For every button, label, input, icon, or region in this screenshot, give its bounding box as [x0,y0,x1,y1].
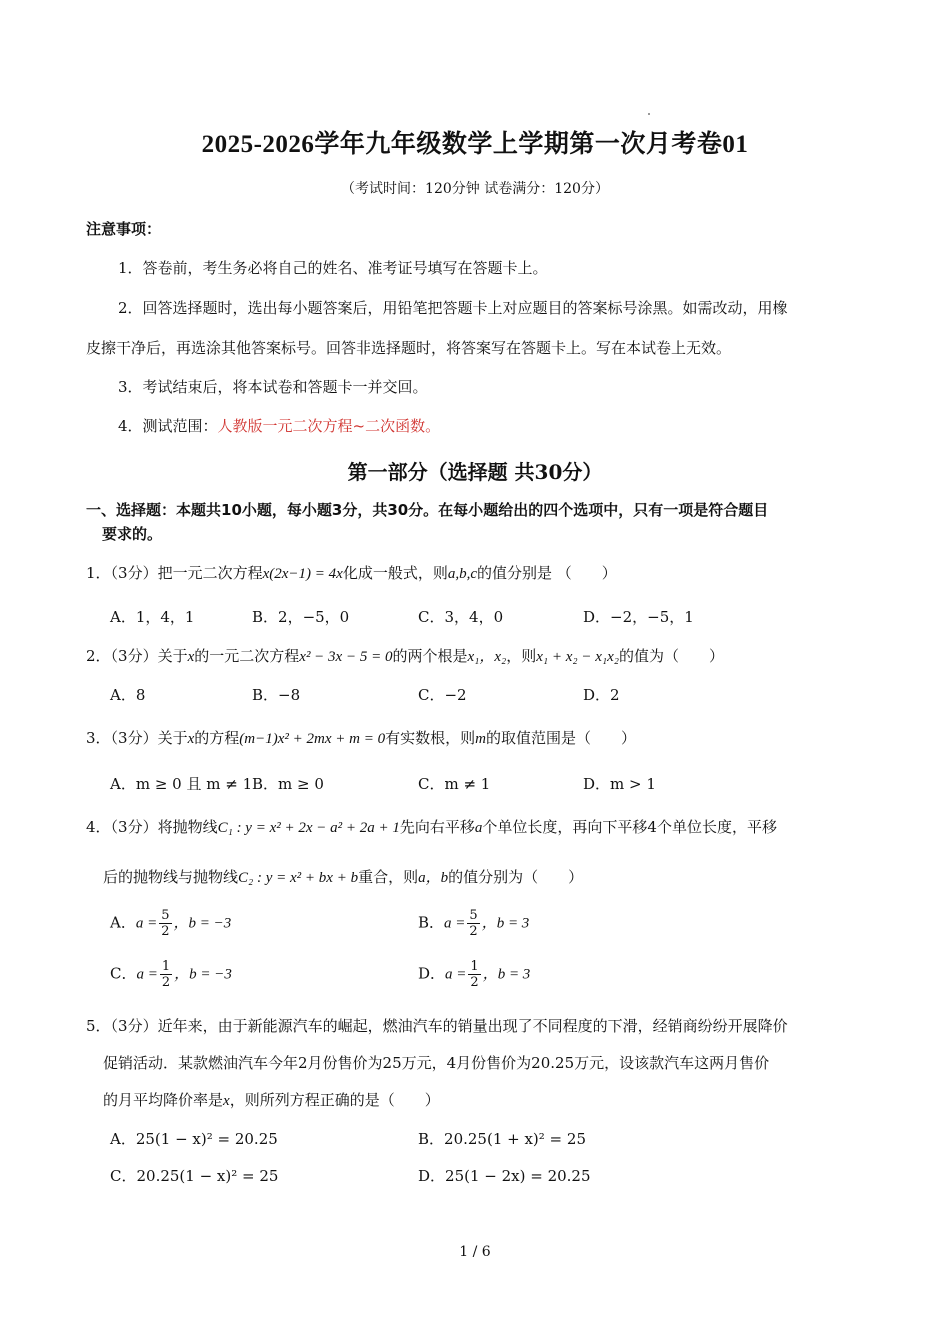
note-2a: 2．回答选择题时，选出每小题答案后，用铅笔把答题卡上对应题目的答案标号涂黑。如需改动，用橡 [118,299,788,317]
q2-option-a: A．8 [110,686,146,704]
question-2 [86,645,724,666]
q4-var: a [474,820,483,836]
note-1: 1．答卷前，考生务必将自己的姓名、准考证号填写在答题卡上。 [118,259,548,277]
q5-text-a: 的月平均降价率是 [103,1091,224,1109]
q4-b-fraction [467,908,479,939]
exam-info: （考试时间：120分钟 试卷满分：120分） [341,181,609,197]
q4-a-den: 2 [161,924,170,939]
q4-b-num: 5 [469,908,478,923]
q5-line-3 [103,1089,440,1110]
q2-option-d: D．2 [583,686,620,704]
q4-a-num: 5 [161,908,170,923]
q4-d-var: a = [445,966,467,983]
q5-option-a: A．25(1 − x)² = 20.25 [110,1130,278,1148]
q5-text-b: ，则所列方程正确的是（ ） [229,1091,440,1109]
q2-text-3: 的两个根是 [392,647,468,665]
q4-b-den: 2 [469,924,478,939]
q1-text-3: 的值分别是 （ ） [477,564,617,582]
q3-option-d: D．m > 1 [583,775,656,793]
q4-d-num: 1 [470,959,479,974]
q3-text-4: 的取值范围是（ ） [485,729,636,747]
notes-heading: 注意事项： [86,220,162,238]
note-2b: 皮擦干净后，再选涂其他答案标号。回答非选择题时，将答案写在答题卡上。写在本试卷上无效。 [86,339,732,357]
q4-text-2: 先向右平移 [399,818,475,836]
q4-c-den: 2 [161,975,171,990]
question-1 [86,562,617,583]
q2-var: x [187,649,195,665]
q5-option-c: C．20.25(1 − x)² = 25 [110,1167,279,1185]
q3-equation: (m−1)x² + 2mx + m = 0 [239,731,386,747]
q4-option-a [110,908,231,939]
q3-text-1: 3．（3分）关于 [86,729,188,747]
q4-c-b: ，b = −3 [174,966,232,983]
q4-option-b [418,908,529,939]
q5-var: x [223,1093,230,1109]
speck [648,113,650,115]
q2-text-5: 的值为（ ） [618,647,724,665]
question-4-line-2 [103,866,583,887]
q2-text-1: 2．（3分）关于 [86,647,188,665]
q4-d-den: 2 [470,975,479,990]
q4-b-var: a = [444,915,466,932]
q4-vars: a，b [418,870,449,886]
note-4-prefix: 4．测试范围： [118,417,218,435]
q2-roots: x₁，x₂ [467,649,507,665]
q1-text-1: 1．（3分）把一元二次方程 [86,564,263,582]
q4-d-b: ，b = 3 [482,966,531,983]
q2-text-4: ，则 [506,647,537,665]
q4-equation-1: C₁ : y = x² + 2x − a² + 2a + 1 [217,820,400,836]
q4-text-6: 的值分别为（ ） [448,868,584,886]
page-number: 1 / 6 [459,1244,491,1260]
q1-option-b: B．2，−5，0 [252,608,350,626]
section-title: 第一部分（选择题 共30分） [347,460,603,484]
q4-text-4: 后的抛物线与抛物线 [103,868,239,886]
q4-b-b: ，b = 3 [481,915,530,932]
q4-equation-2: C₂ : y = x² + bx + b [238,870,359,886]
q3-option-c: C．m ≠ 1 [418,775,491,793]
q1-option-c: C．3，4，0 [418,608,504,626]
note-4 [118,415,440,436]
q4-text-5: 重合，则 [358,868,419,886]
page-title: 2025-2026学年九年级数学上学期第一次月考卷01 [201,131,749,158]
q5-option-b: B．20.25(1 + x)² = 25 [418,1130,586,1148]
q2-option-b: B．−8 [252,686,301,704]
q3-option-a: A．m ≥ 0 且 m ≠ 1 [110,775,253,793]
q1-text-2: 化成一般式，则 [342,564,448,582]
q5-line-1: 5．（3分）近年来，由于新能源汽车的崛起，燃油汽车的销量出现了不同程度的下滑，经销商纷纷开展降价 [86,1017,788,1035]
q3-text-3: 有实数根，则 [385,729,476,747]
note-3: 3．考试结束后，将本试卷和答题卡一并交回。 [118,378,428,396]
note-4-scope: 人教版一元二次方程~二次函数。 [217,417,441,435]
question-4-line-1 [86,816,777,837]
q4-text-1: 4．（3分）将抛物线 [86,818,218,836]
q4-a-fraction [159,908,171,939]
q4-option-d [418,959,530,990]
question-3 [86,727,636,748]
q2-text-2: 的一元二次方程 [194,647,300,665]
q2-expression: x₁ + x₂ − x₁x₂ [536,649,619,665]
q1-equation: x(2x−1) = 4x [262,566,343,582]
q4-text-3: 个单位长度，再向下平移4个单位长度，平移 [482,818,777,836]
q4-c-var: a = [136,966,158,983]
section-instruction-b: 要求的。 [102,525,163,543]
q1-option-d: D．−2，−5，1 [583,608,694,626]
q1-vars: a,b,c [447,566,477,582]
q4-a-b: ，b = −3 [173,915,232,932]
q2-equation: x² − 3x − 5 = 0 [299,649,393,665]
q1-option-a: A．1，4，1 [110,608,195,626]
q4-a-var: a = [135,915,158,932]
q4-a-label: A． [110,913,136,932]
q3-var: x [187,731,195,747]
section-instruction-a: 一、选择题：本题共10小题，每小题3分，共30分。在每小题给出的四个选项中，只有一项是符合题目 [86,501,769,519]
q4-c-label: C． [110,964,137,983]
q3-text-2: 的方程 [194,729,240,747]
q3-var2: m [475,731,486,747]
q4-d-label: D． [418,964,446,983]
q3-option-b: B．m ≥ 0 [252,775,324,793]
q4-c-fraction [160,959,172,990]
q2-option-c: C．−2 [418,686,467,704]
q5-line-2: 促销活动．某款燃油汽车今年2月份售价为25万元，4月份售价为20.25万元，设该款汽车这两月售价 [103,1054,770,1072]
q4-c-num: 1 [161,959,171,974]
q4-d-fraction [468,959,480,990]
q4-b-label: B． [418,913,445,932]
q4-option-c [110,959,232,990]
q5-option-d: D．25(1 − 2x) = 20.25 [418,1167,591,1185]
